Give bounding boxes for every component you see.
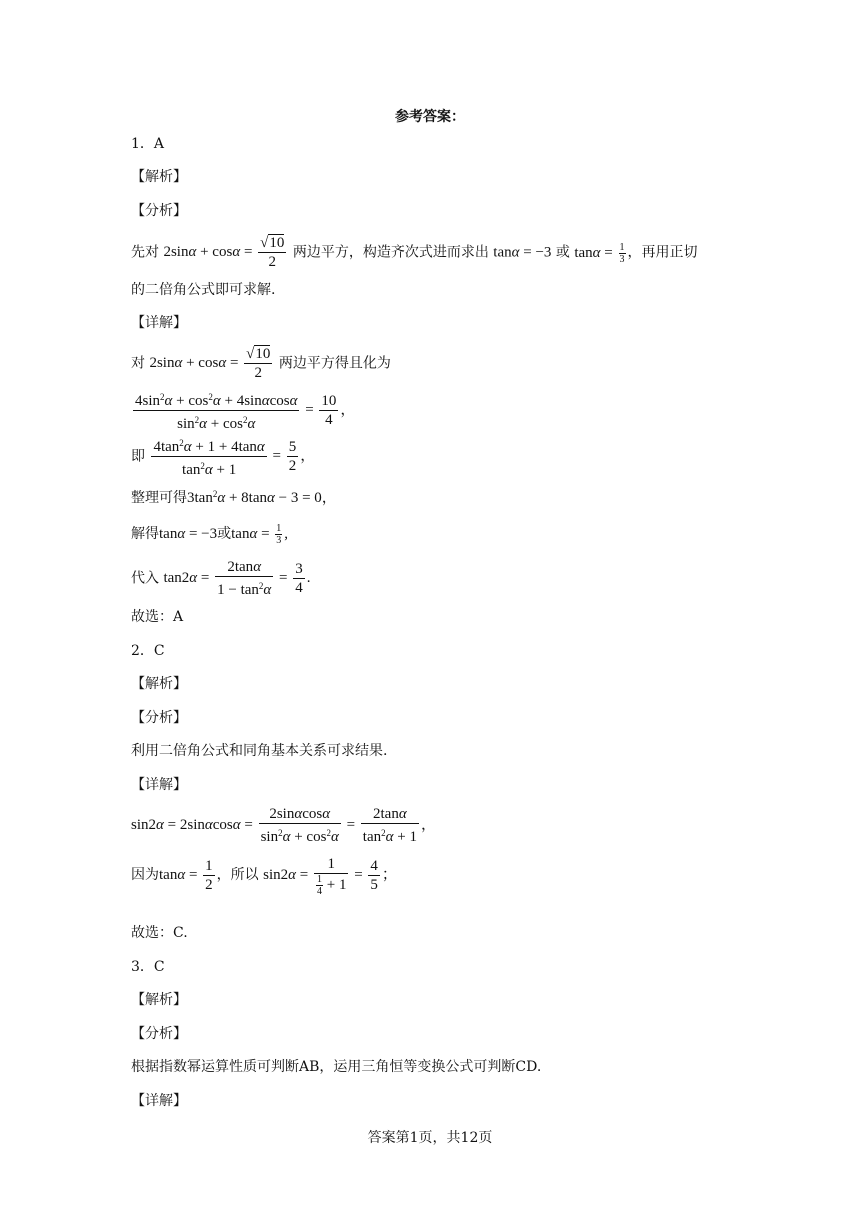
q1-analysis-line2: 的二倍角公式即可求解. (131, 282, 276, 298)
q3-fenxi-heading: 【分析】 (131, 1026, 187, 1042)
q1-analysis-a: 先对 (131, 244, 159, 261)
page-title: 参考答案： (395, 109, 465, 125)
q3-xiangjie-heading: 【详解】 (131, 1093, 187, 1109)
q1-fenxi-heading: 【分析】 (131, 203, 187, 219)
q2-step2 (131, 850, 397, 900)
page-footer: 答案第1页，共12页 (367, 1130, 493, 1146)
q1-analysis-b: 两边平方，构造齐次式进而求出 (292, 244, 489, 261)
q1-step5-mid: 或 (217, 526, 232, 542)
q1-step1-equation: 2sinα + cosα = $\frac{√10}{2}$ (149, 346, 271, 382)
q1-step5-value-1: tanα = −3 (159, 526, 218, 542)
q2-tan-given: tanα = $\frac{1}{2}$ (159, 858, 213, 894)
q2-analysis: 利用二倍角公式和同角基本关系可求结果. (131, 743, 388, 759)
q1-analysis-d: ，再用正切 (627, 244, 698, 261)
q2-step2-a: 因为 (131, 867, 159, 883)
q2-step2-b: ，所以 (216, 867, 259, 883)
q1-step4-prefix: 整理可得 (131, 490, 187, 506)
q3-analysis: 根据指数幂运算性质可判断AB，运用三角恒等变换公式可判断CD. (131, 1059, 542, 1075)
q1-step5 (131, 520, 288, 548)
q2-choice: 故选：C. (131, 925, 188, 941)
q1-step2-equation: $\frac{4\sin^2\alpha + \cos^2\alpha + 4\sin\alpha\cos\alpha}{\sin^2\alpha + \cos^2\alpha}$ = $\frac{10}{4}$ ， (131, 388, 355, 433)
q1-step5-prefix: 解得 (131, 526, 159, 542)
q1-analysis-c: 或 (555, 244, 570, 261)
q2-step1 (131, 805, 436, 846)
q2-step2-equation: sin2α = 1 $\frac{1}{4}$ + 1 = $\frac{4}{5}$ ； (263, 855, 397, 897)
q1-tan-value-1: tanα = −3 (493, 244, 552, 261)
q1-choice: 故选：A (131, 609, 184, 625)
q2-step1-equation: sin2α = 2sinαcosα = $\frac{2\sin\alpha\cos\alpha}{\sin^2\alpha + \cos^2\alpha}$ = $\frac{2\tan\alpha}{\tan^2\alpha + 1}$ ， (131, 806, 436, 846)
q1-step4 (131, 484, 337, 508)
q1-step6-prefix: 代入 (131, 570, 159, 587)
q2-jiexi-heading: 【解析】 (131, 676, 187, 692)
q1-jiexi-heading: 【解析】 (131, 169, 187, 185)
q1-step1-a: 对 (131, 355, 145, 372)
q2-fenxi-heading: 【分析】 (131, 710, 187, 726)
q1-step6 (131, 558, 311, 599)
q1-step3-equation: $\frac{4\tan^2\alpha + 1 + 4\tan\alpha}{\tan^2\alpha + 1}$ = $\frac{5}{2}$ ， (149, 434, 315, 479)
q1-xiangjie-heading: 【详解】 (131, 315, 187, 331)
q1-step2 (131, 388, 355, 433)
q1-analysis-line1 (131, 234, 698, 271)
q3-number: 3．C (131, 959, 165, 975)
q1-analysis-equation: 2sinα + cosα = $\frac{√10}{2}$ (163, 235, 285, 270)
q1-tan-value-2: tanα = $\frac{1}{3}$ (574, 241, 625, 265)
q3-jiexi-heading: 【解析】 (131, 992, 187, 1008)
q2-xiangjie-heading: 【详解】 (131, 777, 187, 793)
q1-step3 (131, 434, 315, 479)
q1-step5-value-2: tanα = $\frac{1}{3}$ , (231, 523, 289, 547)
q1-step1-b: 两边平方得且化为 (278, 355, 391, 372)
q1-step4-equation: $3\tan^2\alpha + 8\tan\alpha - 3 = 0$， (187, 489, 337, 506)
q2-number: 2．C (131, 643, 165, 659)
q1-number: 1．A (131, 136, 165, 152)
q1-step1 (131, 345, 391, 382)
q1-step3-prefix: 即 (131, 448, 145, 465)
q1-step6-equation: tan2α = $\frac{2\tan\alpha}{1 - \tan^2\alpha}$ = $\frac{3}{4}$ . (163, 559, 311, 599)
